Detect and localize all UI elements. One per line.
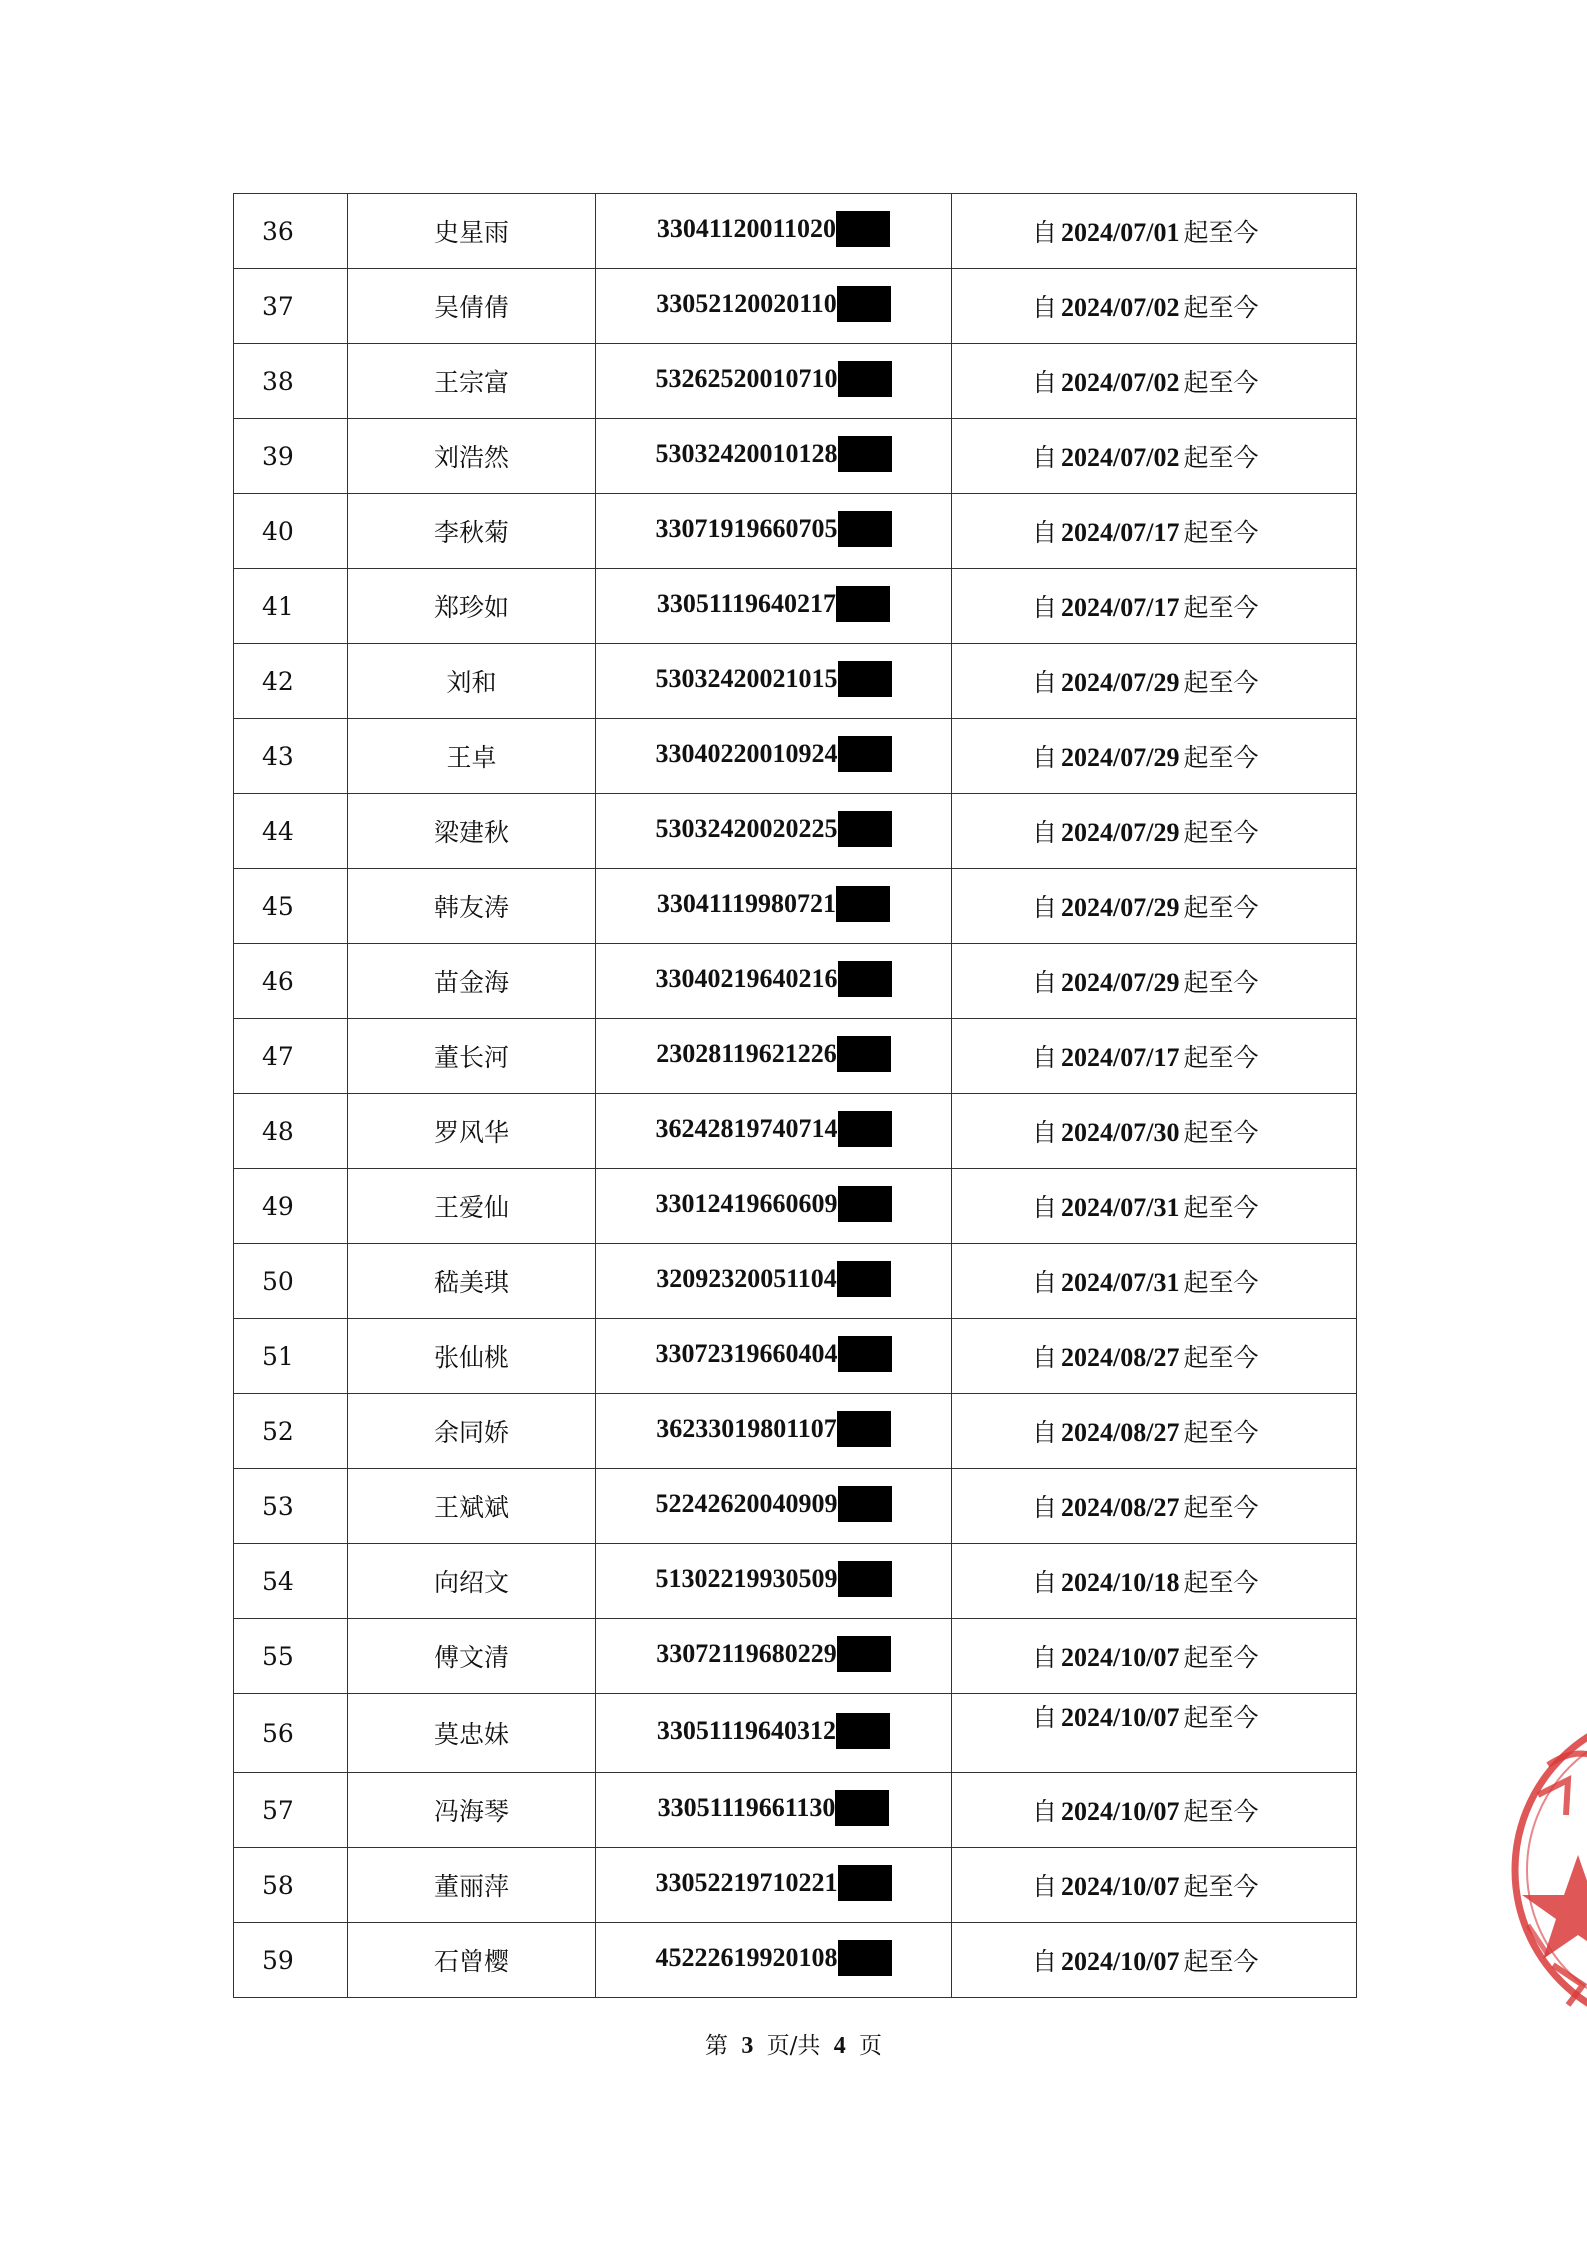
start-date: 2024/07/31 — [1061, 1268, 1180, 1297]
start-date: 2024/10/18 — [1061, 1568, 1180, 1597]
id-number-cell — [596, 1923, 952, 1998]
row-number: 49 — [234, 1169, 348, 1244]
start-date: 2024/10/07 — [1061, 1703, 1180, 1732]
person-name: 董丽萍 — [348, 1848, 596, 1923]
date-prefix: 自 — [1032, 218, 1058, 247]
person-name: 梁建秋 — [348, 794, 596, 869]
date-cell — [952, 269, 1357, 344]
id-number-cell — [596, 644, 952, 719]
id-number: 33040220010924 — [655, 738, 838, 768]
person-name: 王斌斌 — [348, 1469, 596, 1544]
id-number-cell — [596, 1394, 952, 1469]
person-name: 苗金海 — [348, 944, 596, 1019]
row-number: 41 — [234, 569, 348, 644]
official-seal-stamp — [1508, 1705, 1587, 2035]
date-suffix: 起至今 — [1183, 1493, 1259, 1522]
date-suffix: 起至今 — [1183, 668, 1259, 697]
redaction-block — [835, 1790, 889, 1826]
person-name: 冯海琴 — [348, 1773, 596, 1848]
table-row — [234, 419, 1357, 494]
row-number: 53 — [234, 1469, 348, 1544]
date-suffix: 起至今 — [1183, 1703, 1259, 1732]
table-row — [234, 344, 1357, 419]
start-date: 2024/07/02 — [1061, 443, 1180, 472]
start-date: 2024/07/29 — [1061, 743, 1180, 772]
redaction-block — [838, 361, 892, 397]
date-cell — [952, 1094, 1357, 1169]
start-date: 2024/10/07 — [1061, 1872, 1180, 1901]
start-date: 2024/07/17 — [1061, 1043, 1180, 1072]
id-number: 33052219710221 — [655, 1867, 838, 1897]
start-date: 2024/07/29 — [1061, 968, 1180, 997]
id-number: 33041120011020 — [656, 213, 837, 243]
row-number: 52 — [234, 1394, 348, 1469]
date-suffix: 起至今 — [1183, 893, 1259, 922]
person-name: 嵇美琪 — [348, 1244, 596, 1319]
table-row — [234, 1923, 1357, 1998]
id-number-cell — [596, 569, 952, 644]
person-name: 莫忠妹 — [348, 1694, 596, 1773]
records-table-wrapper — [233, 193, 1356, 1998]
date-suffix: 起至今 — [1183, 1118, 1259, 1147]
id-number: 53262520010710 — [655, 363, 838, 393]
redaction-block — [837, 1411, 891, 1447]
date-suffix: 起至今 — [1183, 593, 1259, 622]
date-cell — [952, 869, 1357, 944]
id-number-cell — [596, 1619, 952, 1694]
footer-total-pages: 4 — [833, 2033, 846, 2059]
person-name: 吴倩倩 — [348, 269, 596, 344]
date-cell — [952, 1773, 1357, 1848]
id-number-cell — [596, 1319, 952, 1394]
start-date: 2024/07/17 — [1061, 518, 1180, 547]
table-row — [234, 1169, 1357, 1244]
person-name: 向绍文 — [348, 1544, 596, 1619]
page-footer — [0, 2027, 1587, 2060]
row-number: 42 — [234, 644, 348, 719]
redaction-block — [838, 1111, 892, 1147]
date-suffix: 起至今 — [1183, 1343, 1259, 1372]
table-row — [234, 944, 1357, 1019]
date-cell — [952, 1469, 1357, 1544]
start-date: 2024/07/29 — [1061, 668, 1180, 697]
date-cell — [952, 1169, 1357, 1244]
person-name: 罗风华 — [348, 1094, 596, 1169]
person-name: 刘和 — [348, 644, 596, 719]
id-number: 53032420020225 — [655, 813, 838, 843]
person-name: 刘浩然 — [348, 419, 596, 494]
row-number: 37 — [234, 269, 348, 344]
date-prefix: 自 — [1032, 893, 1058, 922]
person-name: 李秋菊 — [348, 494, 596, 569]
row-number: 57 — [234, 1773, 348, 1848]
row-number: 46 — [234, 944, 348, 1019]
start-date: 2024/08/27 — [1061, 1418, 1180, 1447]
row-number: 59 — [234, 1923, 348, 1998]
date-prefix: 自 — [1032, 1118, 1058, 1147]
date-cell — [952, 344, 1357, 419]
footer-prefix: 第 — [705, 2033, 728, 2059]
date-suffix: 起至今 — [1183, 1268, 1259, 1297]
date-cell — [952, 494, 1357, 569]
redaction-block — [837, 1261, 891, 1297]
start-date: 2024/07/01 — [1061, 218, 1180, 247]
id-number: 52242620040909 — [655, 1488, 838, 1518]
date-prefix: 自 — [1032, 668, 1058, 697]
redaction-block — [836, 1713, 890, 1749]
table-row — [234, 1244, 1357, 1319]
redaction-block — [837, 1636, 891, 1672]
start-date: 2024/10/07 — [1061, 1797, 1180, 1826]
row-number: 51 — [234, 1319, 348, 1394]
date-suffix: 起至今 — [1183, 293, 1259, 322]
date-prefix: 自 — [1032, 443, 1058, 472]
date-cell — [952, 1619, 1357, 1694]
id-number: 36242819740714 — [655, 1113, 838, 1143]
redaction-block — [838, 736, 892, 772]
redaction-block — [836, 586, 890, 622]
date-cell — [952, 194, 1357, 269]
date-prefix: 自 — [1032, 518, 1058, 547]
date-cell — [952, 1923, 1357, 1998]
date-prefix: 自 — [1032, 593, 1058, 622]
table-row — [234, 1319, 1357, 1394]
date-prefix: 自 — [1032, 1797, 1058, 1826]
date-prefix: 自 — [1032, 368, 1058, 397]
table-row — [234, 1544, 1357, 1619]
table-row — [234, 1394, 1357, 1469]
table-row — [234, 569, 1357, 644]
date-suffix: 起至今 — [1183, 743, 1259, 772]
table-row — [234, 269, 1357, 344]
date-suffix: 起至今 — [1183, 1947, 1259, 1976]
date-prefix: 自 — [1032, 968, 1058, 997]
row-number: 48 — [234, 1094, 348, 1169]
redaction-block — [838, 1186, 892, 1222]
records-table — [233, 193, 1357, 1998]
table-row — [234, 1773, 1357, 1848]
id-number: 33051119661130 — [657, 1792, 836, 1822]
id-number: 33051119640312 — [656, 1715, 837, 1745]
date-cell — [952, 1019, 1357, 1094]
person-name: 余同娇 — [348, 1394, 596, 1469]
date-cell — [952, 419, 1357, 494]
row-number: 39 — [234, 419, 348, 494]
date-prefix: 自 — [1032, 293, 1058, 322]
date-suffix: 起至今 — [1183, 218, 1259, 247]
id-number: 33040219640216 — [655, 963, 838, 993]
row-number: 36 — [234, 194, 348, 269]
redaction-block — [838, 1336, 892, 1372]
date-suffix: 起至今 — [1183, 968, 1259, 997]
id-number-cell — [596, 1848, 952, 1923]
date-suffix: 起至今 — [1183, 368, 1259, 397]
records-table-body — [234, 194, 1357, 1998]
id-number-cell — [596, 344, 952, 419]
person-name: 郑珍如 — [348, 569, 596, 644]
start-date: 2024/07/02 — [1061, 368, 1180, 397]
start-date: 2024/08/27 — [1061, 1343, 1180, 1372]
table-row — [234, 644, 1357, 719]
date-cell — [952, 1544, 1357, 1619]
table-row — [234, 1019, 1357, 1094]
id-number-cell — [596, 1469, 952, 1544]
date-suffix: 起至今 — [1183, 818, 1259, 847]
table-row — [234, 494, 1357, 569]
redaction-block — [836, 211, 890, 247]
id-number: 32092320051104 — [656, 1263, 837, 1293]
start-date: 2024/10/07 — [1061, 1643, 1180, 1672]
date-cell — [952, 569, 1357, 644]
table-row — [234, 194, 1357, 269]
date-cell — [952, 1319, 1357, 1394]
start-date: 2024/10/07 — [1061, 1947, 1180, 1976]
id-number: 53032420021015 — [655, 663, 838, 693]
person-name: 史星雨 — [348, 194, 596, 269]
redaction-block — [838, 661, 892, 697]
person-name: 石曾樱 — [348, 1923, 596, 1998]
id-number-cell — [596, 494, 952, 569]
redaction-block — [838, 1486, 892, 1522]
date-prefix: 自 — [1032, 1703, 1058, 1732]
date-prefix: 自 — [1032, 1418, 1058, 1447]
id-number: 33072319660404 — [655, 1338, 838, 1368]
date-prefix: 自 — [1032, 1493, 1058, 1522]
redaction-block — [838, 961, 892, 997]
redaction-block — [838, 1561, 892, 1597]
start-date: 2024/07/31 — [1061, 1193, 1180, 1222]
footer-page-number: 3 — [741, 2033, 754, 2059]
id-number-cell — [596, 1544, 952, 1619]
seal-icon — [1508, 1705, 1587, 2035]
table-row — [234, 869, 1357, 944]
redaction-block — [838, 811, 892, 847]
id-number-cell — [596, 1169, 952, 1244]
person-name: 张仙桃 — [348, 1319, 596, 1394]
redaction-block — [838, 436, 892, 472]
start-date: 2024/07/17 — [1061, 593, 1180, 622]
row-number: 43 — [234, 719, 348, 794]
redaction-block — [837, 286, 891, 322]
id-number-cell — [596, 1094, 952, 1169]
row-number: 47 — [234, 1019, 348, 1094]
id-number: 23028119621226 — [656, 1038, 837, 1068]
redaction-block — [838, 1940, 892, 1976]
table-row — [234, 719, 1357, 794]
date-cell — [952, 644, 1357, 719]
row-number: 58 — [234, 1848, 348, 1923]
person-name: 王宗富 — [348, 344, 596, 419]
date-cell — [952, 1394, 1357, 1469]
date-suffix: 起至今 — [1183, 1643, 1259, 1672]
table-row — [234, 1848, 1357, 1923]
date-cell — [952, 1848, 1357, 1923]
date-prefix: 自 — [1032, 818, 1058, 847]
row-number: 45 — [234, 869, 348, 944]
date-suffix: 起至今 — [1183, 1043, 1259, 1072]
redaction-block — [837, 1036, 891, 1072]
person-name: 董长河 — [348, 1019, 596, 1094]
row-number: 44 — [234, 794, 348, 869]
date-suffix: 起至今 — [1183, 1418, 1259, 1447]
person-name: 傅文清 — [348, 1619, 596, 1694]
date-cell — [952, 1694, 1357, 1773]
row-number: 54 — [234, 1544, 348, 1619]
date-prefix: 自 — [1032, 1643, 1058, 1672]
row-number: 38 — [234, 344, 348, 419]
id-number: 33041119980721 — [656, 888, 837, 918]
date-suffix: 起至今 — [1183, 1872, 1259, 1901]
date-cell — [952, 719, 1357, 794]
id-number: 33051119640217 — [656, 588, 837, 618]
row-number: 56 — [234, 1694, 348, 1773]
person-name: 王爱仙 — [348, 1169, 596, 1244]
row-number: 40 — [234, 494, 348, 569]
person-name: 王卓 — [348, 719, 596, 794]
id-number-cell — [596, 1694, 952, 1773]
person-name: 韩友涛 — [348, 869, 596, 944]
table-row — [234, 1694, 1357, 1773]
date-cell — [952, 794, 1357, 869]
id-number-cell — [596, 1773, 952, 1848]
id-number: 33052120020110 — [656, 288, 837, 318]
id-number-cell — [596, 194, 952, 269]
date-prefix: 自 — [1032, 1872, 1058, 1901]
date-suffix: 起至今 — [1183, 443, 1259, 472]
id-number: 36233019801107 — [656, 1413, 837, 1443]
id-number-cell — [596, 1019, 952, 1094]
date-suffix: 起至今 — [1183, 518, 1259, 547]
date-prefix: 自 — [1032, 1268, 1058, 1297]
id-number: 33071919660705 — [655, 513, 838, 543]
id-number-cell — [596, 869, 952, 944]
footer-suffix: 页 — [859, 2033, 882, 2059]
table-row — [234, 1619, 1357, 1694]
start-date: 2024/07/30 — [1061, 1118, 1180, 1147]
date-suffix: 起至今 — [1183, 1193, 1259, 1222]
id-number-cell — [596, 719, 952, 794]
start-date: 2024/07/02 — [1061, 293, 1180, 322]
table-row — [234, 794, 1357, 869]
start-date: 2024/08/27 — [1061, 1493, 1180, 1522]
id-number: 45222619920108 — [655, 1942, 838, 1972]
redaction-block — [836, 886, 890, 922]
start-date: 2024/07/29 — [1061, 818, 1180, 847]
date-suffix: 起至今 — [1183, 1568, 1259, 1597]
id-number-cell — [596, 419, 952, 494]
id-number: 51302219930509 — [655, 1563, 838, 1593]
date-suffix: 起至今 — [1183, 1797, 1259, 1826]
date-prefix: 自 — [1032, 1343, 1058, 1372]
date-prefix: 自 — [1032, 1193, 1058, 1222]
id-number-cell — [596, 944, 952, 1019]
id-number-cell — [596, 1244, 952, 1319]
date-prefix: 自 — [1032, 743, 1058, 772]
date-prefix: 自 — [1032, 1043, 1058, 1072]
id-number-cell — [596, 794, 952, 869]
row-number: 50 — [234, 1244, 348, 1319]
table-row — [234, 1094, 1357, 1169]
id-number: 53032420010128 — [655, 438, 838, 468]
row-number: 55 — [234, 1619, 348, 1694]
date-cell — [952, 1244, 1357, 1319]
date-prefix: 自 — [1032, 1568, 1058, 1597]
table-row — [234, 1469, 1357, 1544]
id-number: 33012419660609 — [655, 1188, 838, 1218]
start-date: 2024/07/29 — [1061, 893, 1180, 922]
redaction-block — [838, 511, 892, 547]
date-prefix: 自 — [1032, 1947, 1058, 1976]
footer-middle: 页/共 — [766, 2033, 821, 2059]
date-cell — [952, 944, 1357, 1019]
id-number: 33072119680229 — [656, 1638, 837, 1668]
id-number-cell — [596, 269, 952, 344]
redaction-block — [838, 1865, 892, 1901]
